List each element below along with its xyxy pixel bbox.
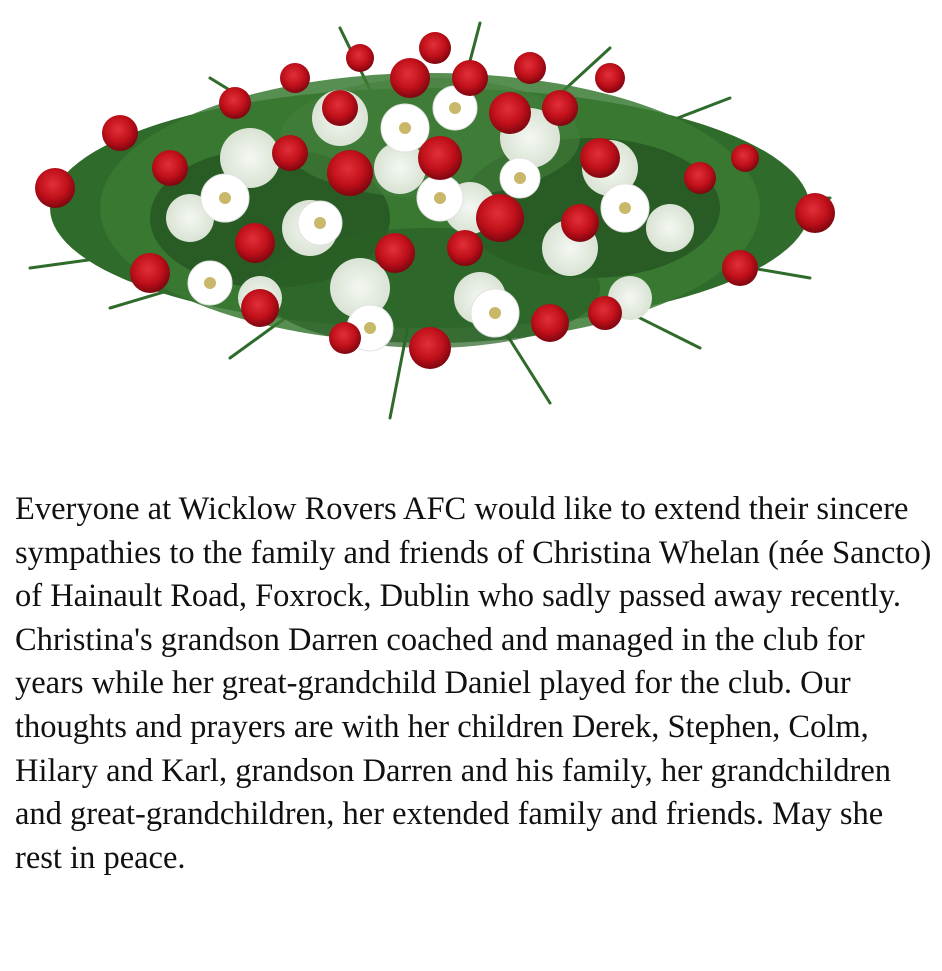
flower-wreath-image xyxy=(10,8,850,428)
condolence-message: Everyone at Wicklow Rovers AFC would like to extend their sincere sympathies to the family and friends of Christina Whelan (née Sancto) of Hainault Road, Foxrock, Dublin who sadly passed away recently. Christina's grandson Darren coached and managed in the club for years while her great-grandchild Daniel played for the club. Our thoughts and prayers are with her children Derek, Stephen, Colm, Hilary and Karl, grandson Darren and his family, her grandchildren and great-grandchildren, her extended family and friends. May she rest in peace. xyxy=(15,491,932,876)
